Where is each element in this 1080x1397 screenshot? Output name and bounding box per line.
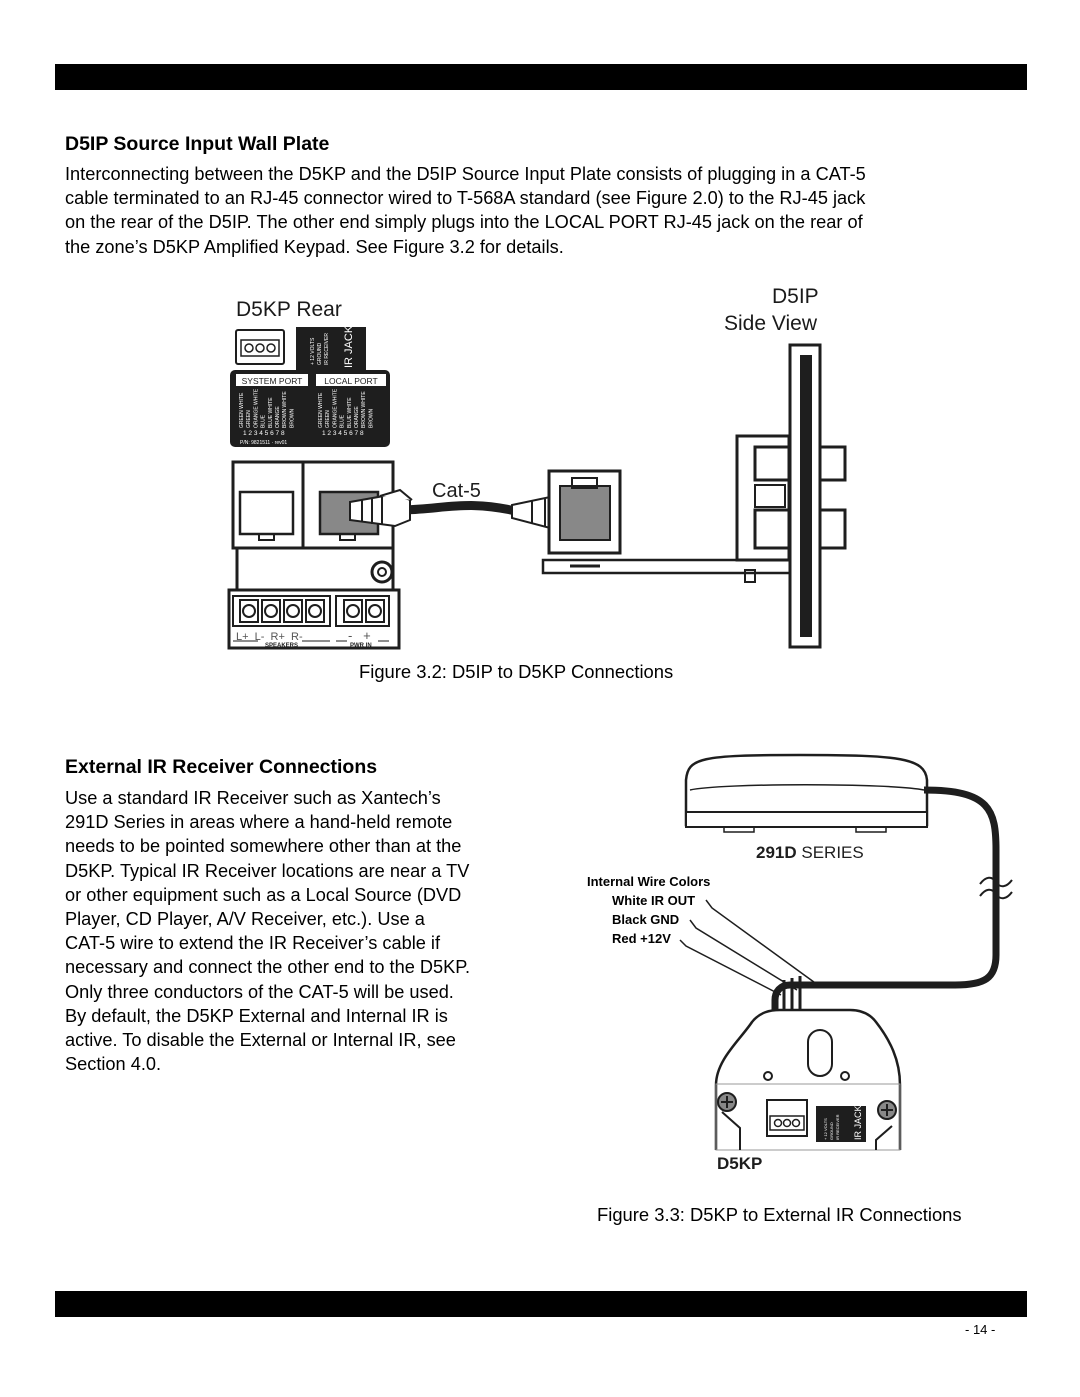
- wire-color-label: ORANGE WHITE: [332, 388, 339, 428]
- paragraph-line: Player, CD Player, A/V Receiver, etc.). Use a: [65, 909, 425, 930]
- series-label: [756, 843, 864, 862]
- wire-red-label: Red +12V: [612, 931, 671, 946]
- page-number: - 14 -: [965, 1322, 996, 1337]
- ir-jack-label-2: IR JACK: [853, 1105, 863, 1140]
- wire-color-label: GREEN WHITE: [318, 392, 324, 428]
- paragraph-line: Use a standard IR Receiver such as Xantech’s: [65, 788, 441, 808]
- paragraph-line: Interconnecting between the D5KP and the D5IP Source Input Plate consists of plugging in a CAT-5: [65, 164, 866, 184]
- ir-receiver-291d: [686, 755, 927, 832]
- paragraph-line: Section 4.0.: [65, 1054, 162, 1075]
- section-heading-d5ip: D5IP Source Input Wall Plate: [65, 133, 330, 155]
- local-port-pins: 1 2 3 4 5 6 7 8: [322, 430, 364, 437]
- wire-colors-title: Internal Wire Colors: [587, 874, 711, 889]
- d5kp-rear-title: D5KP Rear: [236, 298, 342, 321]
- wire-color-label: ORANGE: [275, 406, 281, 428]
- local-port-label: LOCAL PORT: [324, 376, 378, 386]
- wire-color-label: BLUE: [339, 414, 346, 428]
- series-rest: SERIES: [796, 843, 864, 862]
- wire-color-label: BROWN WHITE: [282, 391, 289, 428]
- footer-bar: [55, 1291, 1027, 1317]
- side-view-title: Side View: [724, 312, 818, 335]
- paragraph-line: 291D Series in areas where a hand-held remote: [65, 812, 453, 833]
- jack-ir-label-2: IR RECEIVER: [835, 1114, 840, 1140]
- wire-color-label: BLUE WHITE: [346, 397, 353, 428]
- paragraph-line: cable terminated to an RJ-45 connector wired to T-568A standard (see Figure 2.0) to the RJ-45 jack: [65, 188, 866, 209]
- figure-3-3-caption: Figure 3.3: D5KP to External IR Connections: [597, 1204, 962, 1225]
- wire-color-label: BLUE: [260, 414, 267, 428]
- speakers-label: SPEAKERS: [265, 643, 299, 649]
- wire-color-label: ORANGE: [354, 406, 360, 428]
- paragraph-line: needs to be pointed somewhere other than at the: [65, 836, 462, 857]
- jack-12v-label: + 12 VOLTS: [310, 337, 316, 365]
- wire-color-label: ORANGE WHITE: [253, 388, 260, 428]
- paragraph-line: By default, the D5KP External and Internal IR is: [65, 1005, 448, 1026]
- paragraph-line: on the rear of the D5IP. The other end simply plugs into the LOCAL PORT RJ-45 jack on the rear of: [65, 212, 863, 233]
- wire-color-label: GREEN WHITE: [239, 392, 245, 428]
- d5kp-device-label: D5KP: [717, 1154, 763, 1173]
- series-bold: 291D: [756, 843, 797, 862]
- figure-3-2-caption: Figure 3.2: D5IP to D5KP Connections: [359, 661, 674, 682]
- paragraph-line: necessary and connect the other end to the D5KP.: [65, 957, 471, 978]
- wire-color-label: GREEN: [325, 410, 332, 428]
- cat5-label: Cat-5: [432, 480, 481, 502]
- power-terminal-labels: - +: [348, 628, 371, 643]
- paragraph-line: CAT-5 wire to extend the IR Receiver’s cable if: [65, 933, 441, 954]
- paragraph-line: Only three conductors of the CAT-5 will be used.: [65, 981, 454, 1002]
- ir-jack-label: IR JACK: [343, 325, 355, 368]
- paragraph-line: D5KP. Typical IR Receiver locations are near a TV: [65, 860, 470, 881]
- d5ip-title: D5IP: [772, 285, 819, 308]
- jack-ground-label: GROUND: [317, 342, 323, 365]
- system-port-pins: 1 2 3 4 5 6 7 8: [243, 430, 285, 437]
- paragraph-line: active. To disable the External or Internal IR, see: [65, 1030, 456, 1051]
- wire-color-label: GREEN: [246, 410, 253, 428]
- paragraph-line: the zone’s D5KP Amplified Keypad. See Figure 3.2 for details.: [65, 236, 564, 257]
- jack-ground-label-2: GROUND: [829, 1122, 834, 1140]
- wire-leader-lines: [680, 900, 818, 995]
- wire-color-label: BROWN WHITE: [361, 391, 368, 428]
- jack-12v-label-2: + 12 VOLTS: [823, 1118, 828, 1140]
- wire-color-label: BLUE WHITE: [267, 397, 274, 428]
- speaker-terminal-labels: L+ L- R+ R-: [236, 631, 303, 643]
- paragraph-line: or other equipment such as a Local Source (DVD: [65, 884, 462, 905]
- section-heading-external-ir: External IR Receiver Connections: [65, 756, 378, 778]
- d5kp-back-plate: [716, 1010, 900, 1150]
- wire-black-label: Black GND: [612, 912, 680, 927]
- wire-color-label: BROWN: [368, 408, 375, 428]
- wire-color-label: BROWN: [289, 408, 296, 428]
- jack-ir-label: IR RECEIVER: [324, 333, 330, 365]
- part-number: P/N: 9821511 · rev01: [240, 440, 288, 446]
- system-port-label: SYSTEM PORT: [241, 376, 303, 386]
- power-in-label: PWR IN: [350, 643, 372, 649]
- wire-white-label: White IR OUT: [612, 893, 696, 908]
